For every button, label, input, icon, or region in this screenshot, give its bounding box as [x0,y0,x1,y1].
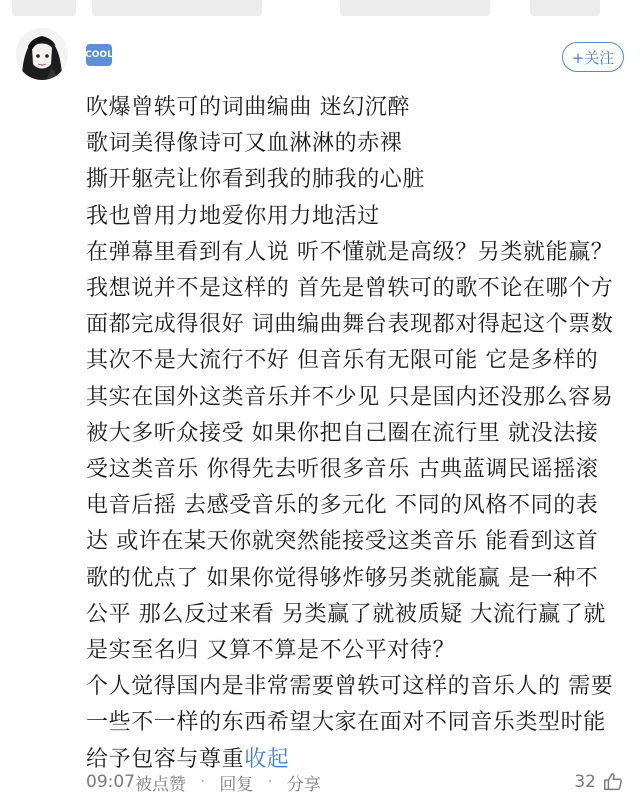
user-level-badge: COOL [86,44,112,66]
remnant-block [12,0,76,16]
comment-line: 一些不一样的东西希望大家在面对不同音乐类型时能 [86,710,606,736]
separator-dot: · [200,772,206,792]
thumbs-up-icon [602,771,624,793]
avatar[interactable] [16,28,68,80]
remnant-block [340,0,490,16]
comment-line: 在弹幕里看到有人说 听不懂就是高级？另类就能赢？ [86,239,614,265]
follow-button[interactable]: +关注 [562,42,624,72]
comment-line: 歌的优点了 如果你觉得够炸够另类就能赢 是一种不 [86,565,599,591]
like-button[interactable] [574,768,624,796]
comment-line: 公平 那么反过来看 另类赢了就被质疑 大流行赢了就 [86,601,606,627]
share-button[interactable]: 分享 [286,774,321,795]
remnant-block [92,0,262,16]
comment-line: 我也曾用力地爱你用力地活过 [86,203,380,229]
comment-line: 受这类音乐 你得先去听很多音乐 古典蓝调民谣摇滚 [86,457,599,483]
separator-dot: · [267,772,273,792]
reply-button[interactable]: 回复 [219,774,254,795]
collapse-link[interactable]: 收起 [244,746,290,772]
comment-footer [86,768,626,796]
like-count: 32 [574,772,596,792]
comment-line: 其次不是大流行不好 但音乐有无限可能 它是多样的 [86,348,599,374]
comment-line: 给予包容与尊重 [86,746,245,772]
comment-time: 09:07 [86,772,135,792]
liked-by-author-label: 被点赞 [135,774,186,795]
comment-line: 个人觉得国内是非常需要曾轶可这样的音乐人的 需要 [86,674,614,700]
comment-line: 吹爆曾轶可的词曲编曲 迷幻沉醉 [86,95,410,120]
comment-line: 面都完成得很好 词曲编曲舞台表现都对得起这个票数 [86,312,614,338]
remnant-block [530,0,600,16]
comment-line: 达 或许在某天你就突然能接受这类音乐 能看到这首 [86,529,599,555]
comment-line: 撕开躯壳让你看到我的肺我的心脏 [86,167,426,193]
comment-line: 被大多听众接受 如果你把自己圈在流行里 就没法接 [86,420,599,446]
avatar-image [16,28,68,80]
previous-comment-remnant [0,0,640,18]
comment-line: 是实至名归 又算不算是不公平对待？ [86,638,456,664]
comment-line: 其实在国外这类音乐并不少见 只是国内还没那么容易 [86,384,614,410]
comment-body [86,90,630,778]
comment-line: 歌词美得像诗可又血淋淋的赤裸 [86,131,403,157]
comment-line: 我想说并不是这样的 首先是曾轶可的歌不论在哪个方 [86,276,614,302]
comment-line: 电音后摇 去感受音乐的多元化 不同的风格不同的表 [86,493,599,519]
